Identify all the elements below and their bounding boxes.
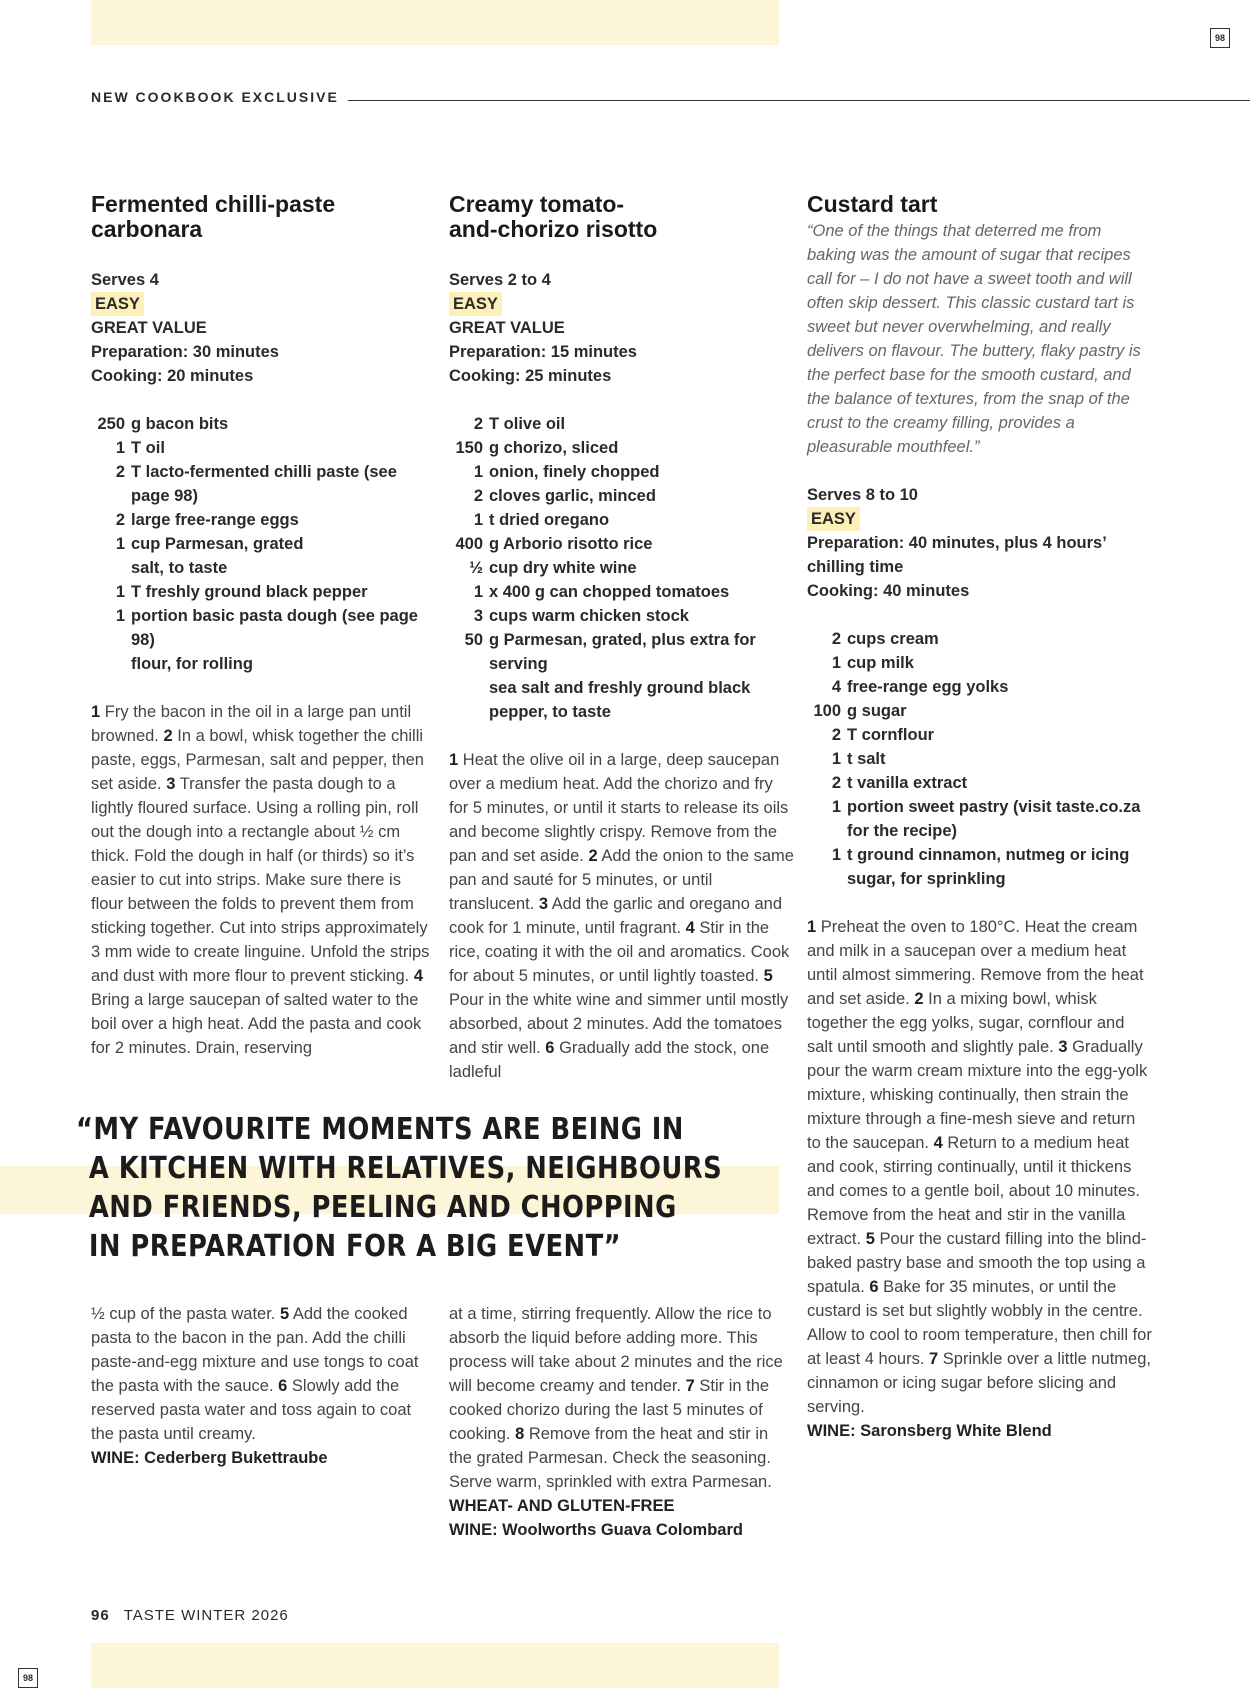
ingredient-list	[807, 627, 1152, 891]
ingredient-item	[449, 412, 794, 436]
top-band	[91, 0, 779, 45]
ingredient-item	[807, 843, 1152, 891]
ingredient-item	[91, 580, 436, 604]
step-number: 5	[279, 1305, 290, 1323]
ingredient-quantity: 400	[455, 535, 483, 553]
step-text: Slowly add the reserved pasta water and toss again to coat the pasta until creamy.	[91, 1377, 412, 1443]
ingredient-text: portion basic pasta dough (see page 98)	[131, 607, 418, 649]
step-number: 1	[91, 703, 101, 721]
recipe-carbonara	[91, 192, 436, 1060]
step-number: 7	[929, 1350, 939, 1368]
ingredient-item	[91, 556, 436, 580]
ingredient-text: g chorizo, sliced	[489, 439, 619, 457]
ingredient-item	[807, 723, 1152, 747]
ingredient-quantity	[91, 556, 131, 580]
ingredient-text: g Parmesan, grated, plus extra for serving	[489, 631, 756, 673]
step-number: 1	[449, 751, 459, 769]
step-number: 5	[763, 967, 773, 985]
ingredient-text: t salt	[847, 750, 886, 768]
ingredient-quantity: 1	[831, 654, 841, 672]
ingredient-item	[449, 604, 794, 628]
ingredient-quantity: 1	[831, 750, 841, 768]
step-text: In a mixing bowl, whisk together the egg yolks, sugar, cornflour and salt until smooth and slightly pale.	[807, 990, 1125, 1056]
ingredient-quantity: ½	[469, 559, 483, 577]
prep-time: Preparation: 30 minutes	[91, 343, 279, 361]
ingredient-item	[449, 532, 794, 556]
ingredient-quantity: 1	[115, 439, 125, 457]
step-number: 5	[865, 1230, 875, 1248]
ingredient-quantity: 3	[473, 607, 483, 625]
wine-note: WINE: Saronsberg White Blend	[807, 1422, 1052, 1440]
ingredient-quantity: 2	[473, 487, 483, 505]
recipe-intro: “One of the things that deterred me from baking was the amount of sugar that recipes call for – I do not have a sweet tooth and will often skip dessert. This classic custard tart is sweet but never overwhelming, and really delivers on flavour. The buttery, flaky pastry is the perfect base for the smooth custard, and the balance of textures, from the snap of the crust to the creamy filling, provides a pleasurable mouthfeel.”	[807, 222, 1141, 456]
ingredient-item	[449, 676, 794, 724]
ingredient-text: salt, to taste	[131, 559, 228, 577]
ingredient-quantity: 2	[115, 463, 125, 481]
ingredient-item	[449, 460, 794, 484]
ingredient-item	[449, 580, 794, 604]
step-number: 3	[1058, 1038, 1068, 1056]
ingredient-quantity: 2	[831, 630, 841, 648]
step-text: Pour in the white wine and simmer until mostly absorbed, about 2 minutes. Add the tomatoes and stir well.	[449, 991, 789, 1057]
ingredient-item	[91, 652, 436, 676]
step-text: Bake for 35 minutes, or until the custard is set but slightly wobbly in the centre. Allow to cool to room temperature, then chill for at least 4 hours.	[807, 1278, 1152, 1368]
step-text: Stir in the rice, coating it with the oil and aromatics. Cook for about 5 minutes, or until lightly toasted.	[449, 919, 790, 985]
ingredient-item	[449, 628, 794, 676]
ingredient-item	[449, 484, 794, 508]
step-number: 6	[869, 1278, 879, 1296]
prep-time: Preparation: 40 minutes, plus 4 hours’ chilling time	[807, 534, 1106, 576]
step-number: 1	[807, 918, 817, 936]
step-text: Add the onion to the same pan and sauté for 5 minutes, or until translucent.	[449, 847, 794, 913]
ingredient-text: g sugar	[847, 702, 907, 720]
ingredient-item	[91, 508, 436, 532]
ingredient-quantity: 1	[115, 583, 125, 601]
ingredient-quantity: 50	[464, 631, 483, 649]
ingredient-list	[449, 412, 794, 724]
step-text: Stir in the cooked chorizo during the last 5 minutes of cooking.	[449, 1377, 770, 1443]
step-text: Gradually add the stock, one ladleful	[449, 1039, 770, 1081]
step-text: Return to a medium heat and cook, stirring continually, until it thickens and comes to a gentle boil, about 10 minutes. Remove from the heat and stir in the vanilla extract.	[807, 1134, 1140, 1248]
recipe-carbonara-continued	[91, 1302, 436, 1470]
step-text: Preheat the oven to 180°C. Heat the cream and milk in a saucepan over a medium heat until almost simmering. Remove from the heat and set aside.	[807, 918, 1144, 1008]
step-text: Fry the bacon in the oil in a large pan until browned.	[91, 703, 412, 745]
ingredient-item	[807, 795, 1152, 843]
step-text: Add the garlic and oregano and cook for 1 minute, until fragrant.	[449, 895, 783, 937]
ingredient-text: cup milk	[847, 654, 914, 672]
ingredient-quantity: 2	[115, 511, 125, 529]
ingredient-text: cloves garlic, minced	[489, 487, 656, 505]
ingredient-item	[449, 436, 794, 460]
step-text: Pour the custard filling into the blind-baked pastry base and smooth the top using a spatula.	[807, 1230, 1147, 1296]
recipe-custard-tart	[807, 192, 1152, 1443]
step-text: Heat the olive oil in a large, deep saucepan over a medium heat. Add the chorizo and fry for 5 minutes, or until it starts to release its oils and become slightly crispy. Remove from the pan and set aside.	[449, 751, 789, 865]
page-number: 96	[91, 1607, 110, 1624]
wine-note: WINE: Woolworths Guava Colombard	[449, 1521, 743, 1539]
step-number: 3	[166, 775, 176, 793]
ingredient-text: cup dry white wine	[489, 559, 637, 577]
ingredient-quantity: 2	[831, 774, 841, 792]
ingredient-quantity	[449, 676, 489, 724]
step-number: 8	[515, 1425, 525, 1443]
step-text: In a bowl, whisk together the chilli paste, eggs, Parmesan, salt and pepper, then set aside.	[91, 727, 424, 793]
easy-badge: EASY	[91, 292, 144, 316]
ingredient-text: portion sweet pastry (visit taste.co.za for the recipe)	[847, 798, 1141, 840]
ingredient-text: t vanilla extract	[847, 774, 968, 792]
ingredient-text: large free-range eggs	[131, 511, 299, 529]
method-part-1	[449, 748, 794, 1084]
serves: Serves 8 to 10	[807, 486, 918, 504]
ingredient-text: T lacto-fermented chilli paste (see page 98)	[131, 463, 397, 505]
step-text: Remove from the heat and stir in the grated Parmesan. Check the seasoning. Serve warm, sprinkled with extra Parmesan.	[449, 1425, 772, 1491]
recipe-title: Fermented chilli-paste carbonara	[91, 191, 336, 242]
ingredient-item	[807, 771, 1152, 795]
cook-time: Cooking: 25 minutes	[449, 367, 612, 385]
ingredient-quantity: 250	[97, 415, 125, 433]
ingredient-text: free-range egg yolks	[847, 678, 1009, 696]
page-footer	[91, 1607, 289, 1624]
ingredient-quantity: 2	[473, 415, 483, 433]
ingredient-item	[807, 747, 1152, 771]
serves: Serves 4	[91, 271, 159, 289]
step-number: 2	[588, 847, 598, 865]
step-number: 6	[545, 1039, 555, 1057]
step-text: Sprinkle over a little nutmeg, cinnamon or icing sugar before slicing and serving.	[807, 1350, 1151, 1416]
ingredient-quantity: 1	[831, 798, 841, 816]
ingredient-text: cups cream	[847, 630, 939, 648]
recipe-title: Creamy tomato- and-chorizo risotto	[449, 191, 658, 242]
recipe-risotto	[449, 192, 794, 1084]
ingredient-quantity: 1	[831, 846, 841, 864]
ingredient-quantity: 150	[455, 439, 483, 457]
step-text: ½ cup of the pasta water.	[91, 1305, 276, 1323]
prep-time: Preparation: 15 minutes	[449, 343, 637, 361]
step-text: Bring a large saucepan of salted water to the boil over a high heat. Add the pasta and cook for 2 minutes. Drain, reserving	[91, 991, 422, 1057]
ingredient-list	[91, 412, 436, 676]
value-label: GREAT VALUE	[91, 319, 207, 337]
ingredient-quantity: 1	[473, 583, 483, 601]
easy-badge: EASY	[807, 507, 860, 531]
cook-time: Cooking: 40 minutes	[807, 582, 970, 600]
step-number: 4	[413, 967, 424, 985]
ingredient-item	[807, 699, 1152, 723]
ingredient-quantity: 1	[473, 511, 483, 529]
easy-badge: EASY	[449, 292, 502, 316]
wine-note: WINE: Cederberg Bukettraube	[91, 1449, 328, 1467]
ingredient-item	[91, 532, 436, 556]
ingredient-quantity: 2	[831, 726, 841, 744]
ingredient-item	[91, 412, 436, 436]
magazine-name: TASTE WINTER 2026	[123, 1607, 289, 1624]
step-text: Transfer the pasta dough to a lightly floured surface. Using a rolling pin, roll out the dough into a rectangle about ½ cm thick. Fold the dough in half (or thirds) so it’s easier to cut into strips. Make sure there is flour between the folds to prevent them from sticking together. Cut into strips approximately 3 mm wide to create linguine. Unfold the strips and dust with more flour to prevent sticking.	[91, 775, 430, 985]
serves: Serves 2 to 4	[449, 271, 551, 289]
ingredient-quantity	[91, 652, 131, 676]
ingredient-text: T oil	[131, 439, 165, 457]
ingredient-item	[91, 436, 436, 460]
recipe-risotto-continued	[449, 1302, 794, 1542]
ingredient-text: T cornflour	[847, 726, 935, 744]
step-number: 2	[163, 727, 173, 745]
ingredient-quantity: 1	[473, 463, 483, 481]
bottom-band	[91, 1643, 779, 1688]
ingredient-item	[807, 651, 1152, 675]
ingredient-text: g bacon bits	[131, 415, 229, 433]
ingredient-item	[91, 460, 436, 508]
cook-time: Cooking: 20 minutes	[91, 367, 254, 385]
section-rule	[348, 100, 1250, 101]
step-number: 3	[538, 895, 549, 913]
ingredient-text: T olive oil	[489, 415, 566, 433]
ingredient-item	[449, 556, 794, 580]
ingredient-text: cup Parmesan, grated	[131, 535, 304, 553]
method	[807, 915, 1152, 1419]
ingredient-item	[91, 604, 436, 652]
step-text: at a time, stirring frequently. Allow the rice to absorb the liquid before adding more. This process will take about 2 minutes and the rice will become creamy and tender.	[449, 1305, 783, 1395]
pull-quote: “MY FAVOURITE MOMENTS ARE BEING IN A KITCHEN WITH RELATIVES, NEIGHBOURS AND FRIENDS, PEELING AND CHOPPING IN PREPARATION FOR A BIG EVENT”	[76, 1112, 723, 1264]
step-number: 6	[278, 1377, 288, 1395]
ingredient-quantity: 1	[115, 535, 125, 553]
dietary-note: WHEAT- AND GLUTEN-FREE	[449, 1497, 675, 1515]
page-box-top: 98	[1210, 28, 1230, 48]
step-text: Gradually pour the warm cream mixture into the egg-yolk mixture, whisking continually, then strain the mixture through a fine-mesh sieve and return to the saucepan.	[807, 1038, 1148, 1152]
value-label: GREAT VALUE	[449, 319, 565, 337]
ingredient-text: onion, finely chopped	[489, 463, 660, 481]
ingredient-text: flour, for rolling	[131, 655, 253, 673]
step-number: 7	[685, 1377, 695, 1395]
step-number: 4	[685, 919, 695, 937]
step-text: Add the cooked pasta to the bacon in the pan. Add the chilli paste-and-egg mixture and use tongs to coat the pasta with the sauce.	[91, 1305, 419, 1395]
ingredient-text: cups warm chicken stock	[489, 607, 689, 625]
recipe-title: Custard tart	[807, 191, 938, 217]
section-label: NEW COOKBOOK EXCLUSIVE	[91, 89, 339, 105]
ingredient-text: t ground cinnamon, nutmeg or icing sugar, for sprinkling	[847, 846, 1130, 888]
step-number: 2	[914, 990, 924, 1008]
method-part-2	[91, 1302, 436, 1446]
ingredient-text: x 400 g can chopped tomatoes	[489, 583, 730, 601]
page-box-bottom: 98	[18, 1668, 38, 1688]
ingredient-text: g Arborio risotto rice	[489, 535, 653, 553]
ingredient-item	[449, 508, 794, 532]
ingredient-item	[807, 675, 1152, 699]
ingredient-quantity: 1	[115, 607, 125, 625]
ingredient-item	[807, 627, 1152, 651]
method-part-1	[91, 700, 436, 1060]
ingredient-quantity: 100	[813, 702, 841, 720]
ingredient-quantity: 4	[831, 678, 841, 696]
ingredient-text: t dried oregano	[489, 511, 610, 529]
ingredient-text: T freshly ground black pepper	[131, 583, 368, 601]
ingredient-text: sea salt and freshly ground black pepper, to taste	[489, 679, 751, 721]
step-number: 4	[933, 1134, 943, 1152]
method-part-2	[449, 1302, 794, 1494]
